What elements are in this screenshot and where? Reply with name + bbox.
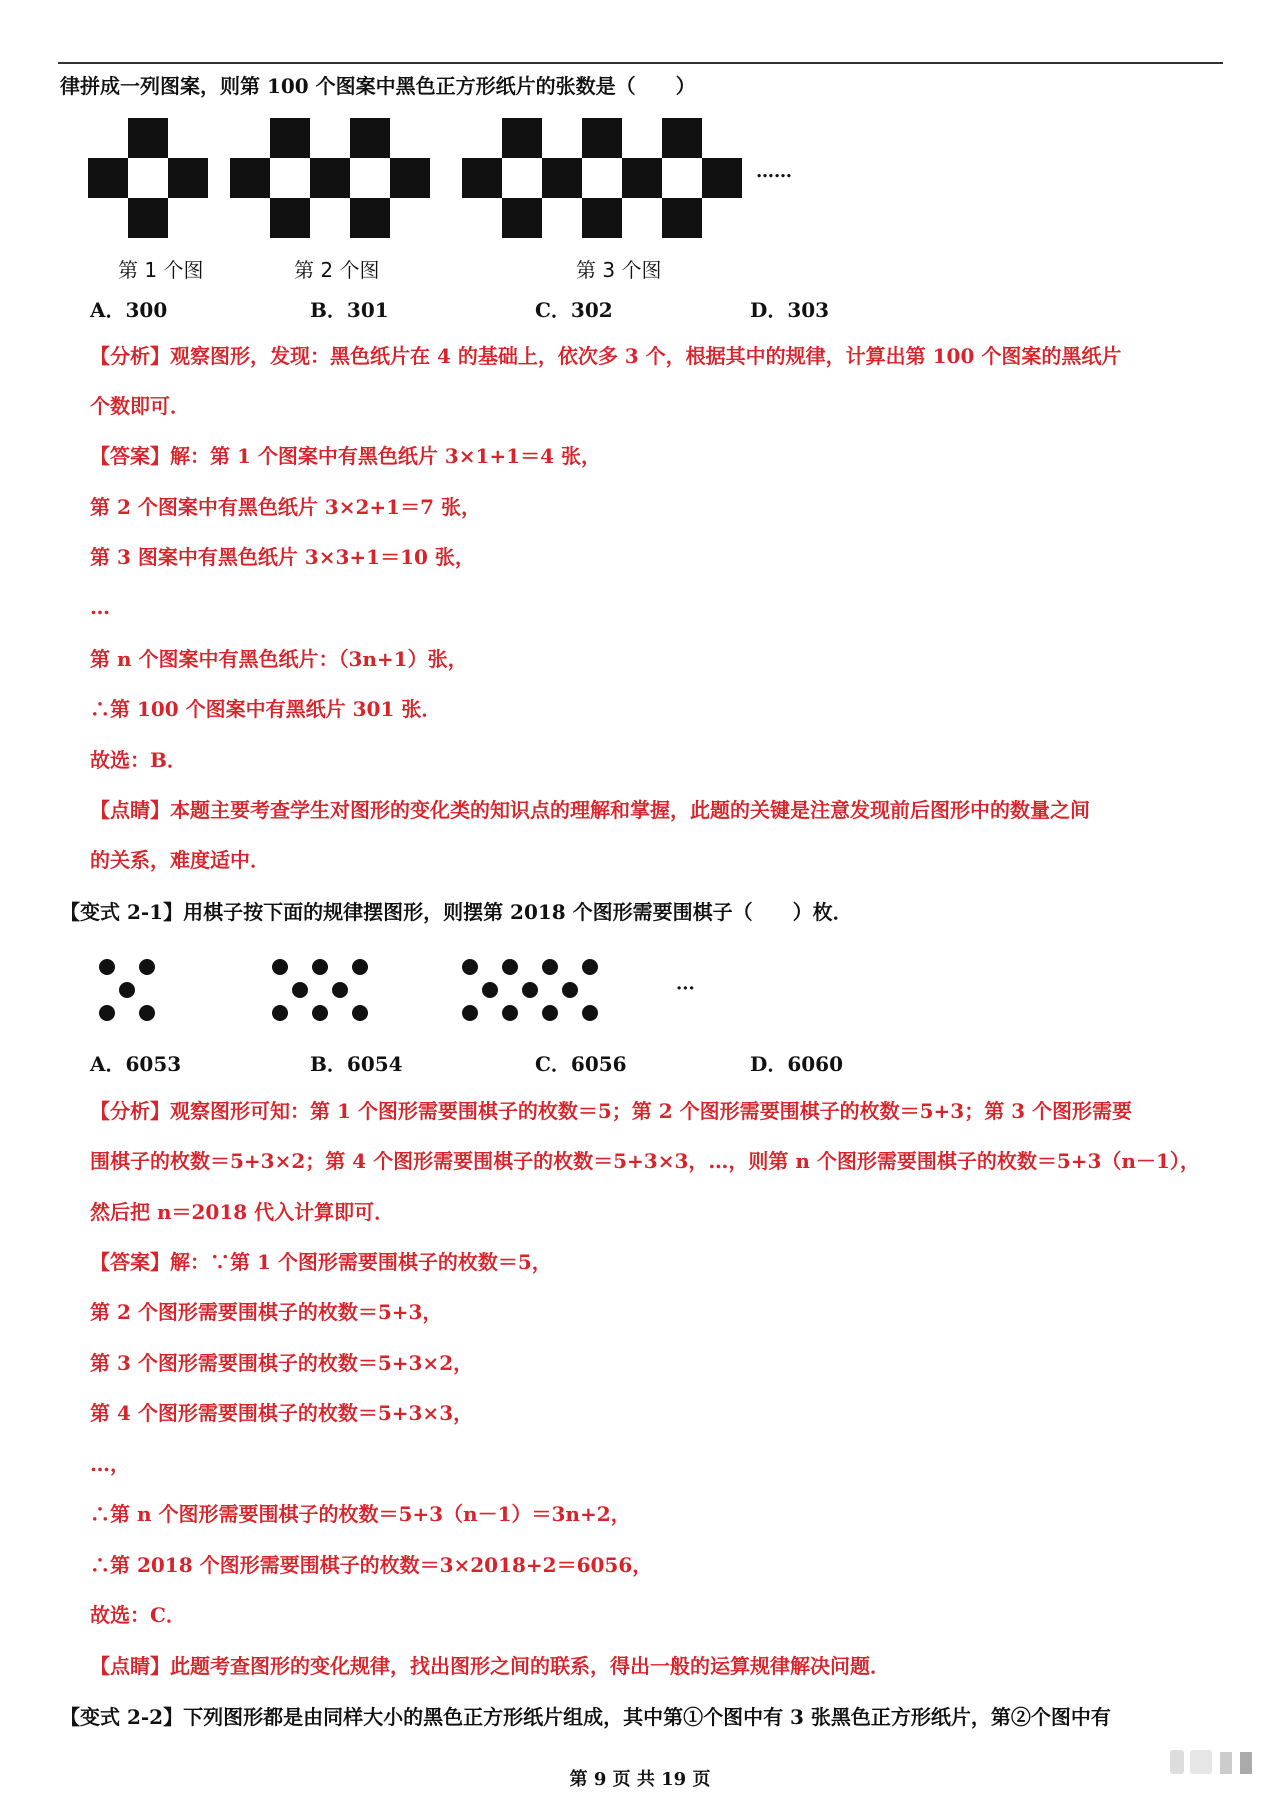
- analysis-line: 围棋子的枚数＝5+3×2；第 4 个图形需要围棋子的枚数＝5+3×3，…，则第 n 个图形需要围棋子的枚数＝5+3（n－1），: [90, 1149, 1200, 1173]
- analysis-line: 【分析】观察图形可知：第 1 个图形需要围棋子的枚数＝5；第 2 个图形需要围棋子的枚数＝5+3；第 3 个图形需要: [90, 1099, 1133, 1123]
- option-b: B．6054: [310, 1052, 403, 1076]
- answer-line: ∴第 2018 个图形需要围棋子的枚数＝3×2018+2＝6056，: [90, 1553, 653, 1577]
- answer-line: 第 n 个图案中有黑色纸片：（3n+1）张，: [90, 647, 468, 671]
- black-square: [542, 158, 582, 198]
- go-stone-pattern-figure: [95, 955, 715, 1025]
- option-a: A．300: [90, 298, 168, 322]
- option-d: D．303: [750, 298, 830, 322]
- go-stone: [272, 1005, 288, 1021]
- option-c: C．302: [535, 298, 613, 322]
- go-stone: [312, 1005, 328, 1021]
- comment-line: 的关系，难度适中．: [90, 848, 270, 872]
- go-stone: [139, 959, 155, 975]
- black-square: [462, 158, 502, 198]
- go-stone: [352, 1005, 368, 1021]
- figure-caption-1: 第 1 个图: [118, 258, 204, 282]
- figure-ellipsis: ……: [756, 161, 792, 182]
- go-stone: [139, 1005, 155, 1021]
- go-stone: [99, 1005, 115, 1021]
- analysis-line: 个数即可．: [90, 394, 190, 418]
- go-stone: [312, 959, 328, 975]
- watermark-marks: [1150, 1740, 1280, 1780]
- answer-line: ∴第 100 个图案中有黑纸片 301 张．: [90, 697, 442, 721]
- analysis-line: 然后把 n＝2018 代入计算即可．: [90, 1200, 395, 1224]
- option-d: D．6060: [750, 1052, 844, 1076]
- go-stone: [462, 1005, 478, 1021]
- answer-line: 故选：B．: [90, 748, 187, 772]
- go-stone: [502, 1005, 518, 1021]
- black-square: [662, 198, 702, 238]
- black-square: [310, 158, 350, 198]
- figure-caption-2: 第 2 个图: [294, 258, 380, 282]
- answer-line: 第 4 个图形需要围棋子的枚数＝5+3×3，: [90, 1401, 474, 1425]
- go-stone: [562, 982, 578, 998]
- go-stone: [332, 982, 348, 998]
- answer-line: …: [90, 595, 110, 619]
- go-stone: [542, 1005, 558, 1021]
- black-square: [270, 118, 310, 158]
- go-stone: [352, 959, 368, 975]
- figure-caption-3: 第 3 个图: [576, 258, 662, 282]
- go-stone: [119, 982, 135, 998]
- go-stone: [272, 959, 288, 975]
- answer-line: 第 3 个图形需要围棋子的枚数＝5+3×2，: [90, 1351, 474, 1375]
- go-stone: [462, 959, 478, 975]
- black-square: [662, 118, 702, 158]
- black-square: [502, 198, 542, 238]
- figure-ellipsis: ···: [676, 978, 695, 999]
- go-stone: [292, 982, 308, 998]
- page-footer: 第 9 页 共 19 页: [569, 1769, 711, 1790]
- answer-line: 【答案】解：第 1 个图案中有黑色纸片 3×1+1＝4 张，: [90, 444, 601, 468]
- question-2-1: 【变式 2-1】用棋子按下面的规律摆图形，则摆第 2018 个图形需要围棋子（ ）枚．: [60, 900, 853, 924]
- go-stone: [482, 982, 498, 998]
- go-stone: [542, 959, 558, 975]
- black-square: [350, 198, 390, 238]
- go-stone: [582, 959, 598, 975]
- black-square: [128, 198, 168, 238]
- answer-line: 第 2 个图形需要围棋子的枚数＝5+3，: [90, 1300, 443, 1324]
- black-square: [622, 158, 662, 198]
- black-square: [350, 118, 390, 158]
- option-b: B．301: [310, 298, 389, 322]
- answer-line: 【答案】解：∵第 1 个图形需要围棋子的枚数＝5，: [90, 1250, 552, 1274]
- black-square: [168, 158, 208, 198]
- answer-line: 第 2 个图案中有黑色纸片 3×2+1＝7 张，: [90, 495, 481, 519]
- black-square: [88, 158, 128, 198]
- analysis-line: 【分析】观察图形，发现：黑色纸片在 4 的基础上，依次多 3 个，根据其中的规律，计算出第 100 个图案的黑纸片: [90, 344, 1122, 368]
- black-square: [128, 118, 168, 158]
- go-stone: [582, 1005, 598, 1021]
- black-square: [230, 158, 270, 198]
- question-2-2: 【变式 2-2】下列图形都是由同样大小的黑色正方形纸片组成，其中第①个图中有 3 张黑色正方形纸片，第②个图中有: [60, 1705, 1111, 1729]
- header-rule: [58, 62, 1223, 64]
- option-c: C．6056: [535, 1052, 627, 1076]
- go-stone: [522, 982, 538, 998]
- comment-line: 【点睛】本题主要考查学生对图形的变化类的知识点的理解和掌握，此题的关键是注意发现前后图形中的数量之间: [90, 798, 1090, 822]
- go-stone: [502, 959, 518, 975]
- question-continuation: 律拼成一列图案，则第 100 个图案中黑色正方形纸片的张数是（ ）: [60, 74, 696, 98]
- option-a: A．6053: [90, 1052, 182, 1076]
- black-square: [502, 118, 542, 158]
- answer-line: 故选：C．: [90, 1603, 186, 1627]
- black-square: [582, 198, 622, 238]
- comment-line: 【点睛】此题考查图形的变化规律，找出图形之间的联系，得出一般的运算规律解决问题．: [90, 1654, 890, 1678]
- black-square: [390, 158, 430, 198]
- go-stone: [99, 959, 115, 975]
- answer-line: 第 3 图案中有黑色纸片 3×3+1＝10 张，: [90, 545, 475, 569]
- black-square: [270, 198, 310, 238]
- black-square: [702, 158, 742, 198]
- answer-line: ∴第 n 个图形需要围棋子的枚数＝5+3（n－1）＝3n+2，: [90, 1502, 631, 1526]
- square-pattern-figure: [88, 118, 808, 243]
- black-square: [582, 118, 622, 158]
- answer-line: …，: [90, 1452, 130, 1476]
